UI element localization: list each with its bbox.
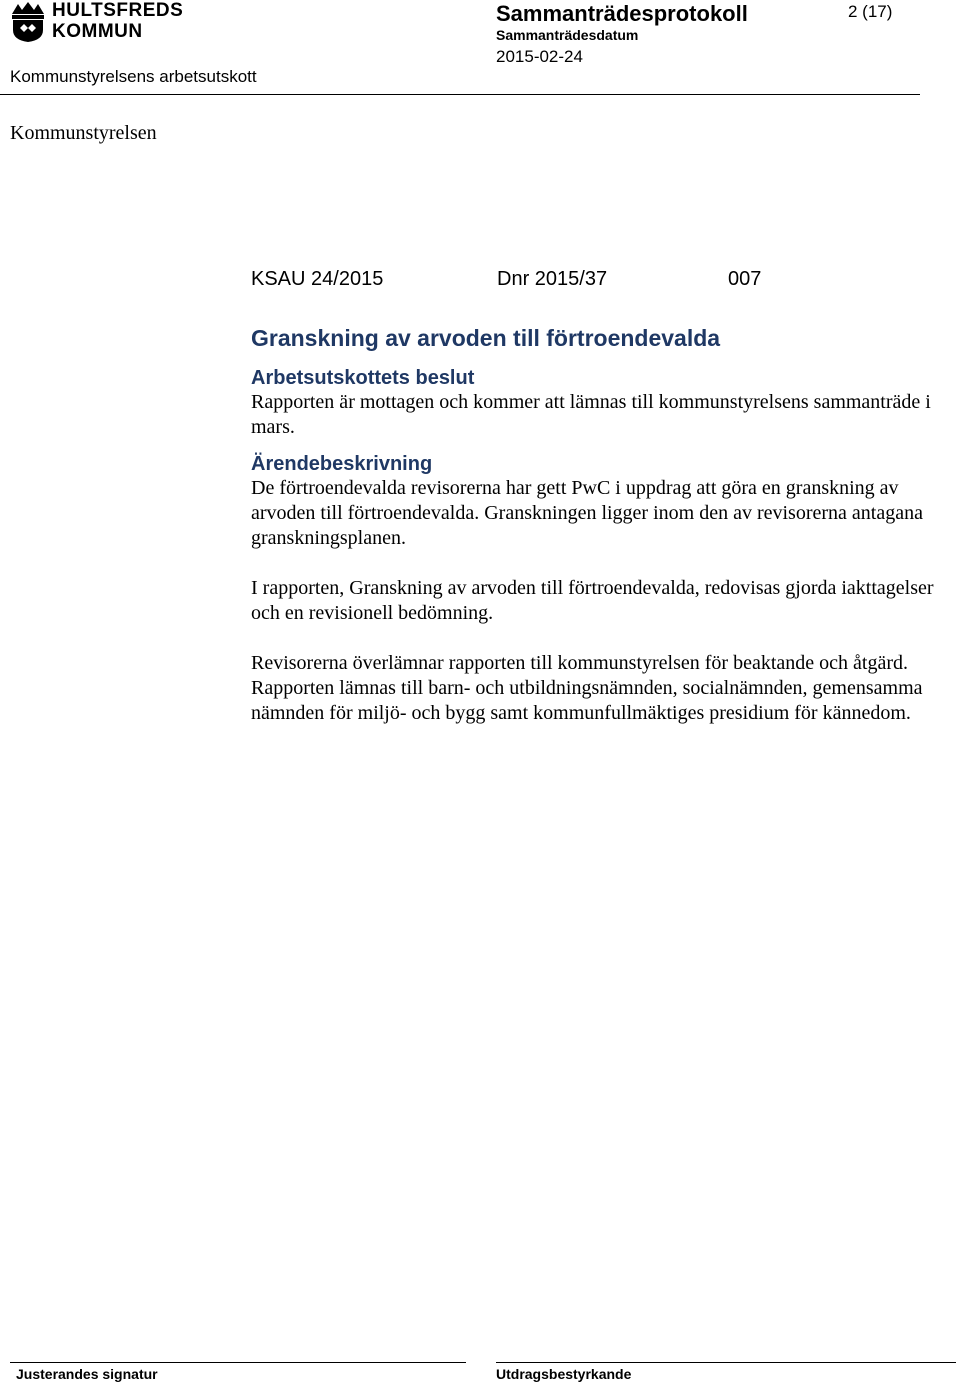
decision-heading: Arbetsutskottets beslut (251, 367, 475, 389)
page-number: 2 (17) (848, 2, 893, 21)
logo-line-2: KOMMUN (52, 21, 143, 42)
committee-name: Kommunstyrelsens arbetsutskott (10, 67, 257, 86)
case-title: Granskning av arvoden till förtroendevalda (251, 325, 721, 351)
case-code: 007 (728, 268, 762, 290)
department-name: Kommunstyrelsen (10, 122, 157, 144)
decision-text: Rapporten är mottagen och kommer att lämnas till kommunstyrelsens sammanträde i mars. (251, 391, 931, 438)
description-heading: Ärendebeskrivning (251, 453, 433, 475)
header-divider (0, 94, 920, 95)
dnr-number: Dnr 2015/37 (497, 268, 608, 290)
meeting-date-value: 2015-02-24 (496, 47, 583, 66)
signature-label: Justerandes signatur (16, 1366, 158, 1382)
ksau-number: KSAU 24/2015 (251, 268, 384, 290)
footer-divider-right (496, 1362, 956, 1363)
municipality-logo (10, 0, 185, 44)
meeting-date-label: Sammanträdesdatum (496, 27, 639, 43)
logo-line-1: HULTSFREDS (52, 0, 184, 21)
description-paragraph-3: Revisorerna överlämnar rapporten till kommunstyrelsen för beaktande och åtgärd. Rapporten lämnas till barn- och utbildningsnämnden, socialnämnden, gemensamma nämnden för miljö- och bygg samt kommunfullmäktiges presidium för kännedom. (251, 652, 923, 724)
description-paragraph-2: I rapporten, Granskning av arvoden till förtroendevalda, redovisas gjorda iakttagelser och en revisionell bedömning. (251, 577, 934, 624)
case-reference-line (251, 268, 941, 294)
protocol-title: Sammanträdesprotokoll (496, 1, 748, 26)
case-section (251, 268, 941, 726)
extract-certification-label: Utdragsbestyrkande (496, 1366, 632, 1382)
logo-wordmark (52, 0, 183, 42)
description-paragraph-1: De förtroendevalda revisorerna har gett PwC i uppdrag att göra en granskning av arvoden till förtroendevalda. Granskningen ligger inom den av revisorerna antagana granskningsplanen. (251, 477, 923, 549)
crown-icon (10, 0, 46, 42)
footer-divider-left (10, 1362, 466, 1363)
